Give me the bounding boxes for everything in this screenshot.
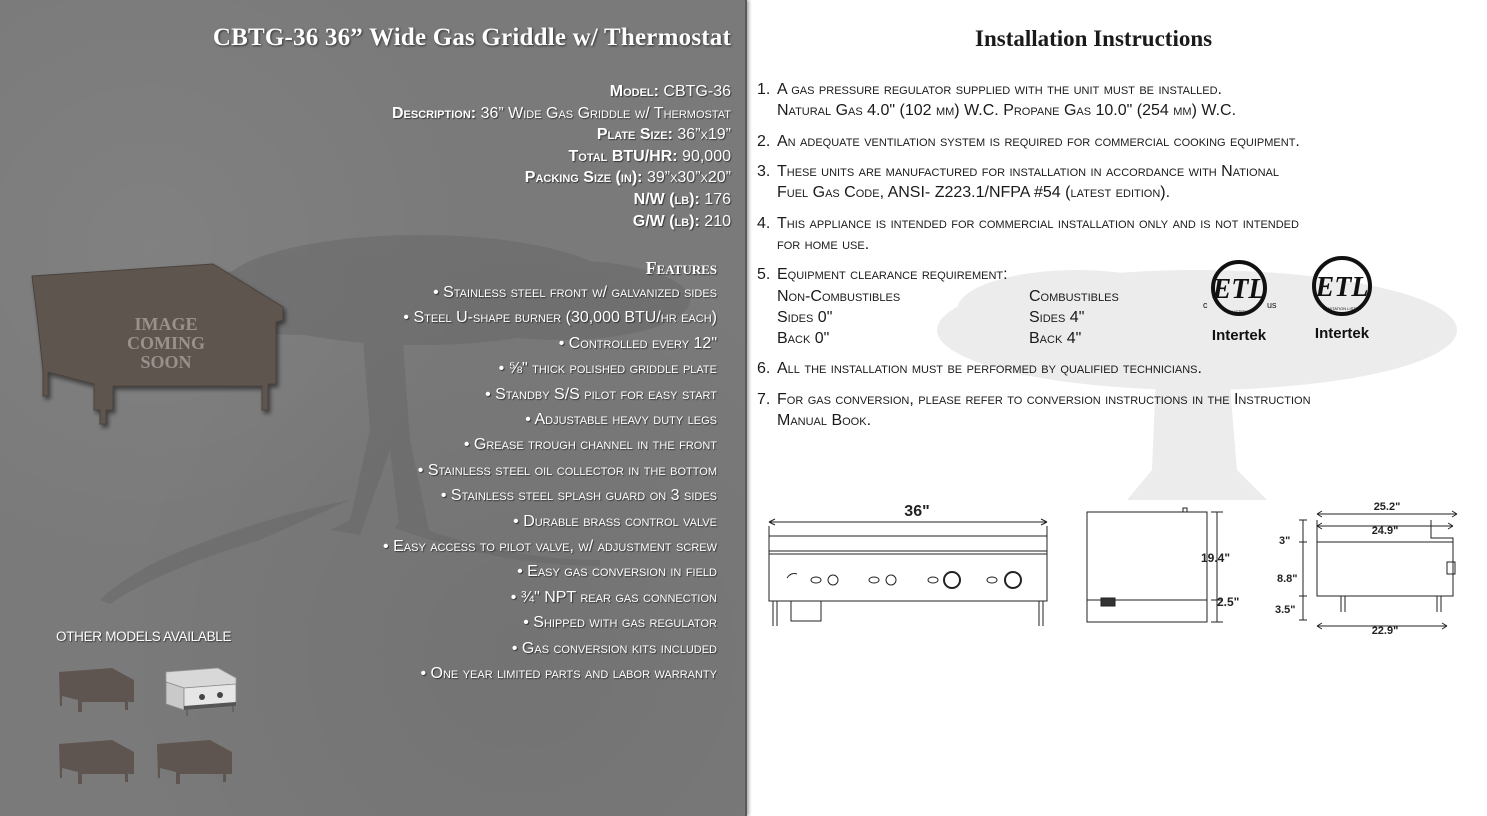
product-title: CBTG-36 36” Wide Gas Griddle w/ Thermostat bbox=[212, 24, 731, 51]
instruction-text: A gas pressure regulator supplied with the unit must be installed. bbox=[777, 81, 1222, 98]
other-model-thumbnail-4[interactable] bbox=[154, 736, 236, 788]
intertek-brand: Intertek bbox=[1314, 325, 1370, 342]
instruction-text: Fuel Gas Code, ANSI- Z223.1/NFPA #54 (latest edition). bbox=[777, 183, 1171, 201]
spec-list bbox=[392, 81, 731, 232]
clearance-table bbox=[777, 286, 1119, 349]
spec-label: N/W (lb): bbox=[633, 190, 700, 208]
feature-item: • Gas conversion kits included bbox=[511, 639, 717, 657]
instruction-item bbox=[757, 132, 1300, 153]
instruction-number: 1. bbox=[757, 81, 771, 98]
installation-panel bbox=[747, 0, 1487, 816]
feature-item: • Standby S/S pilot for easy start bbox=[485, 385, 717, 403]
other-model-thumbnail-1[interactable] bbox=[56, 664, 138, 716]
instruction-text: All the installation must be performed by qualified technicians. bbox=[777, 360, 1202, 377]
instruction-number: 7. bbox=[757, 391, 771, 408]
spec-label: Plate Size: bbox=[596, 126, 673, 144]
intertek-brand: Intertek bbox=[1211, 327, 1267, 344]
feature-item: • Durable brass control valve bbox=[513, 512, 717, 530]
clearance-cell: Back 0" bbox=[777, 330, 830, 347]
etl-listed-logo-icon bbox=[1195, 258, 1283, 346]
feature-item: • Controlled every 12" bbox=[558, 334, 717, 352]
etl-letters: ETL bbox=[1315, 272, 1369, 303]
feature-item: • Easy gas conversion in field bbox=[517, 563, 717, 581]
spec-value: 39”x30”x20” bbox=[646, 169, 731, 187]
features-heading: Features bbox=[645, 258, 717, 278]
clearance-cell: Sides 4" bbox=[1029, 309, 1085, 326]
instruction-text: for home use. bbox=[777, 235, 870, 253]
spec-row bbox=[392, 103, 731, 125]
other-model-thumbnail-3[interactable] bbox=[56, 736, 138, 788]
spec-value: 176 bbox=[704, 190, 731, 208]
spec-row bbox=[392, 146, 731, 168]
clearance-col-header: Combustibles bbox=[1029, 288, 1119, 305]
spec-row bbox=[392, 81, 731, 103]
etl-letters: ETL bbox=[1212, 274, 1266, 305]
body-height-label: 8.8" bbox=[1277, 573, 1298, 585]
splash-height-label: 3" bbox=[1279, 535, 1291, 547]
front-width-label: 36" bbox=[904, 503, 930, 520]
etl-sub: LISTED bbox=[1231, 309, 1247, 314]
instruction-text: An adequate ventilation system is required for commercial cooking equipment. bbox=[777, 133, 1300, 150]
instruction-text: Natural Gas 4.0" (102 mm) W.C. Propane Gas 10.0" (254 mm) W.C. bbox=[777, 101, 1237, 119]
spec-value: 90,000 bbox=[682, 147, 731, 165]
features-list bbox=[383, 256, 717, 687]
spec-label: Description: bbox=[391, 104, 477, 122]
feature-item: • ¾" NPT rear gas connection bbox=[510, 588, 717, 606]
instruction-number: 6. bbox=[757, 360, 771, 377]
spec-label: Model: bbox=[609, 83, 659, 100]
instruction-number: 3. bbox=[757, 163, 771, 180]
spec-label: Total BTU/HR: bbox=[568, 147, 678, 165]
spec-row bbox=[392, 167, 731, 189]
feature-item: • Steel U-shape burner (30,000 BTU/hr each) bbox=[403, 309, 717, 327]
etl-c-mark: c bbox=[1203, 300, 1208, 310]
front-view-drawing bbox=[769, 519, 1047, 626]
feature-item: • Shipped with gas regulator bbox=[523, 614, 717, 632]
placeholder-line-1: IMAGE bbox=[134, 314, 198, 334]
instruction-number: 4. bbox=[757, 215, 771, 232]
feature-item: • Grease trough channel in the front bbox=[463, 436, 717, 454]
leg-height-label: 3.5" bbox=[1275, 604, 1296, 616]
feature-item: • One year limited parts and labor warranty bbox=[420, 665, 717, 683]
spec-label: G/W (lb): bbox=[632, 212, 700, 230]
bottom-depth-label: 22.9" bbox=[1371, 625, 1399, 637]
spec-value: CBTG-36 bbox=[663, 83, 731, 100]
clearance-col-header: Non-Combustibles bbox=[777, 288, 901, 305]
side-height-label: 19.4" bbox=[1201, 551, 1231, 565]
product-image-placeholder bbox=[28, 262, 300, 442]
feature-item: • Stainless steel front w/ galvanized sides bbox=[433, 284, 717, 301]
instruction-number: 2. bbox=[757, 133, 771, 150]
other-model-thumbnail-2[interactable] bbox=[160, 664, 240, 720]
spec-value: 36”x19” bbox=[677, 126, 731, 144]
instruction-text: Manual Book. bbox=[777, 411, 872, 429]
placeholder-line-3: SOON bbox=[140, 352, 192, 372]
instruction-item bbox=[757, 80, 1236, 121]
spec-value: 210 bbox=[704, 212, 731, 230]
top-depth-inner-label: 24.9" bbox=[1371, 525, 1399, 537]
instruction-text: For gas conversion, please refer to conversion instructions in the Instruction bbox=[777, 391, 1311, 408]
other-models-label: OTHER MODELS AVAILABLE bbox=[56, 629, 232, 644]
etl-sub: SANITATION LISTED bbox=[1322, 306, 1362, 311]
instruction-item bbox=[757, 162, 1279, 203]
spec-row bbox=[392, 189, 731, 211]
instruction-item bbox=[757, 214, 1299, 255]
dimension-drawings bbox=[747, 498, 1487, 648]
side-view-drawing bbox=[1087, 508, 1223, 622]
clearance-header bbox=[777, 286, 1119, 307]
instruction-number: 5. bbox=[757, 266, 771, 283]
clearance-cell: Sides 0" bbox=[777, 309, 833, 326]
etl-us-mark: us bbox=[1267, 300, 1277, 310]
instruction-item bbox=[757, 359, 1202, 380]
feature-item: • Stainless steel oil collector in the bottom bbox=[417, 461, 717, 479]
spec-row bbox=[392, 124, 731, 146]
top-depth-outer-label: 25.2" bbox=[1373, 501, 1401, 513]
instruction-text: This appliance is intended for commercial installation only and is not intended bbox=[777, 215, 1299, 232]
spec-row bbox=[392, 211, 731, 233]
spec-label: Packing Size (in): bbox=[524, 169, 643, 187]
feature-item: • ⅝" thick polished griddle plate bbox=[498, 360, 717, 378]
instruction-item bbox=[757, 265, 1008, 286]
spec-value: 36” Wide Gas Griddle w/ Thermostat bbox=[480, 104, 731, 122]
clearance-cell: Back 4" bbox=[1029, 330, 1082, 347]
instruction-item bbox=[757, 390, 1311, 431]
clearance-row bbox=[777, 307, 1119, 328]
feature-item: • Stainless steel splash guard on 3 sides bbox=[440, 487, 717, 505]
etl-sanitation-logo-icon bbox=[1298, 256, 1386, 344]
instruction-text: These units are manufactured for installation in accordance with National bbox=[777, 163, 1279, 180]
installation-title: Installation Instructions bbox=[975, 26, 1213, 51]
clearance-row bbox=[777, 328, 1119, 349]
feature-item: • Easy access to pilot valve, w/ adjustment screw bbox=[383, 538, 717, 556]
feature-item: • Adjustable heavy duty legs bbox=[525, 411, 717, 429]
instruction-text: Equipment clearance requirement: bbox=[777, 266, 1008, 283]
side-leg-label: 2.5" bbox=[1217, 595, 1240, 609]
placeholder-line-2: COMING bbox=[127, 333, 205, 353]
